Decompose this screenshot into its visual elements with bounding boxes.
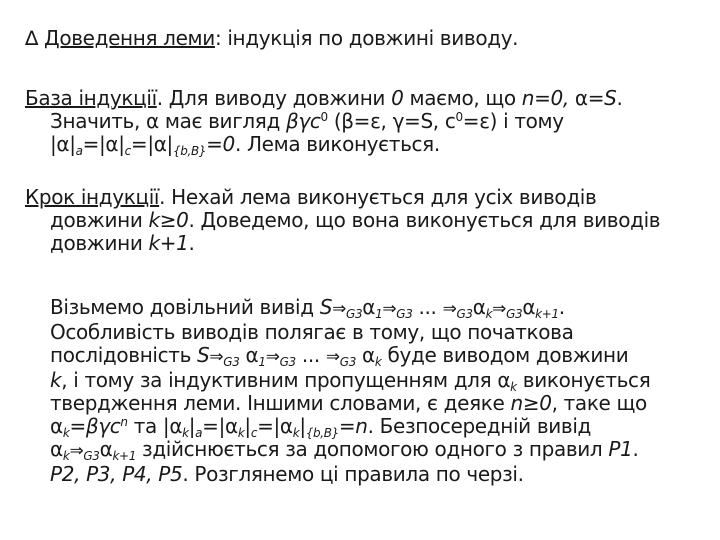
alpha-symbol: α	[497, 368, 511, 392]
alpha-symbol: α	[522, 295, 536, 319]
abs-alpha: |α|	[50, 132, 76, 156]
rule-p1: P1	[608, 437, 633, 461]
alpha-symbol: α	[472, 295, 486, 319]
g3-subscript: G3	[223, 355, 240, 369]
alpha-symbol: α	[362, 295, 376, 319]
g3-subscript: G3	[456, 307, 473, 321]
derive-arrow-icon: ⇒	[332, 299, 347, 319]
base-zero: 0	[391, 86, 404, 110]
proof-line-1	[25, 296, 698, 321]
subscript: k	[510, 380, 517, 394]
bar: |	[188, 414, 196, 438]
bar: |	[299, 414, 306, 438]
g3-subscript: G3	[396, 307, 413, 321]
step-text: .	[188, 231, 195, 255]
base-line-1	[25, 87, 698, 110]
subscript: 1	[258, 355, 266, 369]
alpha-symbol: α	[224, 414, 238, 438]
k-geq-zero: k≥0	[148, 208, 189, 232]
proof-line-5	[25, 392, 698, 415]
derive-arrow-icon: ⇒	[265, 347, 280, 367]
geq-zero: ≥0	[522, 391, 552, 415]
proof-text: та |	[127, 414, 170, 438]
step-text: . Нехай лема виконується для усіх виводів	[159, 185, 597, 209]
alpha-symbol: α	[50, 437, 63, 461]
beta-gamma-c: βγc	[285, 109, 321, 133]
proof-text: Візьмемо довільний вивід	[50, 295, 320, 319]
k-symbol: k	[50, 368, 62, 392]
base-text: .	[616, 86, 623, 110]
proof-heading: Доведення леми	[44, 26, 215, 50]
subscript: k	[62, 449, 70, 463]
subscript: a	[75, 144, 83, 158]
base-eq-s: =S	[587, 86, 617, 110]
g3-subscript: G3	[83, 449, 100, 463]
proof-line-6	[25, 415, 698, 438]
proof-text: буде виводом довжини	[381, 343, 629, 367]
subscript: c	[250, 426, 258, 440]
induction-base-paragraph	[25, 87, 698, 156]
superscript: 0	[455, 110, 463, 124]
subscript: k	[182, 426, 189, 440]
base-label: База індукції	[25, 86, 157, 110]
delta-icon: ∆	[25, 26, 39, 50]
proof-text: . Розглянемо ці правила по черзі.	[182, 462, 524, 486]
base-text: маємо, що	[403, 86, 522, 110]
base-text: . Для виводу довжини	[156, 86, 392, 110]
subscript: c	[124, 144, 131, 158]
superscript: 0	[320, 110, 328, 124]
alpha-symbol: α	[50, 414, 63, 438]
eq-zero: =0	[206, 132, 235, 156]
alpha-symbol: α	[145, 109, 159, 133]
eq-n: =n	[338, 414, 368, 438]
step-line-3	[25, 232, 698, 255]
s-symbol: S	[197, 343, 210, 367]
base-text: (β=ε, γ=S, c	[327, 109, 456, 133]
g3-subscript: G3	[506, 307, 523, 321]
bar: =|	[202, 414, 225, 438]
s-symbol: S	[319, 295, 333, 319]
proof-line-2	[25, 321, 698, 344]
ellipsis: ...	[295, 343, 326, 367]
subscript: k	[292, 426, 300, 440]
subscript: k+1	[535, 307, 559, 321]
alpha-symbol: α	[169, 414, 183, 438]
alpha-symbol: α	[574, 86, 588, 110]
base-line-3	[25, 133, 698, 156]
proof-text: . Безпосередній вивід	[367, 414, 592, 438]
step-label: Крок індукції	[25, 185, 160, 209]
base-n-eq: n=0,	[521, 86, 575, 110]
proof-paragraph	[25, 296, 698, 486]
proof-text: .	[632, 437, 639, 461]
superscript: n	[120, 415, 128, 429]
proof-text: виконується	[516, 368, 651, 392]
base-text: =ε) і тому	[462, 109, 564, 133]
subscript: k	[62, 426, 70, 440]
derive-arrow-icon: ⇒	[209, 347, 224, 367]
proof-text: твердження леми. Іншими словами, є деяке	[50, 391, 511, 415]
base-text: Значить,	[50, 109, 146, 133]
proof-line-7	[25, 438, 698, 463]
bar: |	[244, 414, 251, 438]
base-line-2	[25, 110, 698, 133]
alpha-symbol: α	[362, 343, 375, 367]
k-plus-one: k+1	[148, 231, 189, 255]
step-text: довжини	[50, 208, 149, 232]
ellipsis: ...	[412, 295, 443, 319]
g3-subscript: G3	[346, 307, 363, 321]
proof-text: здійснюється за допомогою одного з правил	[136, 437, 609, 461]
subscript: {b,B}	[172, 144, 207, 158]
abs-alpha: =|α|	[82, 132, 125, 156]
subscript: k	[374, 355, 382, 369]
step-text: . Доведемо, що вона виконується для виводів	[188, 208, 661, 232]
proof-line-3	[25, 344, 698, 369]
induction-step-paragraph	[25, 186, 698, 255]
bar: =|	[257, 414, 280, 438]
g3-subscript: G3	[279, 355, 296, 369]
base-text: . Лема виконується.	[234, 132, 440, 156]
title-rest: : індукція по довжині виводу.	[214, 26, 519, 50]
step-text: довжини	[50, 231, 149, 255]
subscript: a	[195, 426, 203, 440]
alpha-symbol: α	[279, 414, 293, 438]
derive-arrow-icon: ⇒	[382, 299, 397, 319]
subscript: 1	[375, 307, 383, 321]
beta-gamma-c: =βγc	[69, 414, 121, 438]
proof-line-8	[25, 463, 698, 486]
step-line-1	[25, 186, 698, 209]
proof-text: , таке що	[551, 391, 647, 415]
title-line	[25, 27, 698, 50]
derive-arrow-icon: ⇒	[492, 299, 507, 319]
alpha-symbol: α	[245, 343, 259, 367]
subscript: k	[485, 307, 493, 321]
subscript: {b,B}	[305, 426, 339, 440]
derive-arrow-icon: ⇒	[69, 441, 84, 461]
proof-text: послідовність	[50, 343, 198, 367]
base-text: має вигляд	[158, 109, 286, 133]
abs-alpha: =|α|	[130, 132, 173, 156]
rules-p2-p5: P2, P3, P4, P5	[50, 462, 183, 486]
step-line-2	[25, 209, 698, 232]
subscript: k	[237, 426, 245, 440]
proof-line-4	[25, 369, 698, 392]
derive-arrow-icon: ⇒	[442, 299, 457, 319]
g3-subscript: G3	[339, 355, 357, 369]
proof-text: .	[558, 295, 565, 319]
alpha-symbol: α	[99, 437, 113, 461]
proof-text: , і тому за індуктивним пропущенням для	[61, 368, 498, 392]
derive-arrow-icon: ⇒	[325, 347, 340, 367]
subscript: k+1	[112, 449, 137, 463]
proof-text: Особливість виводів полягає в тому, що початкова	[50, 320, 574, 344]
n-symbol: n	[510, 391, 523, 415]
